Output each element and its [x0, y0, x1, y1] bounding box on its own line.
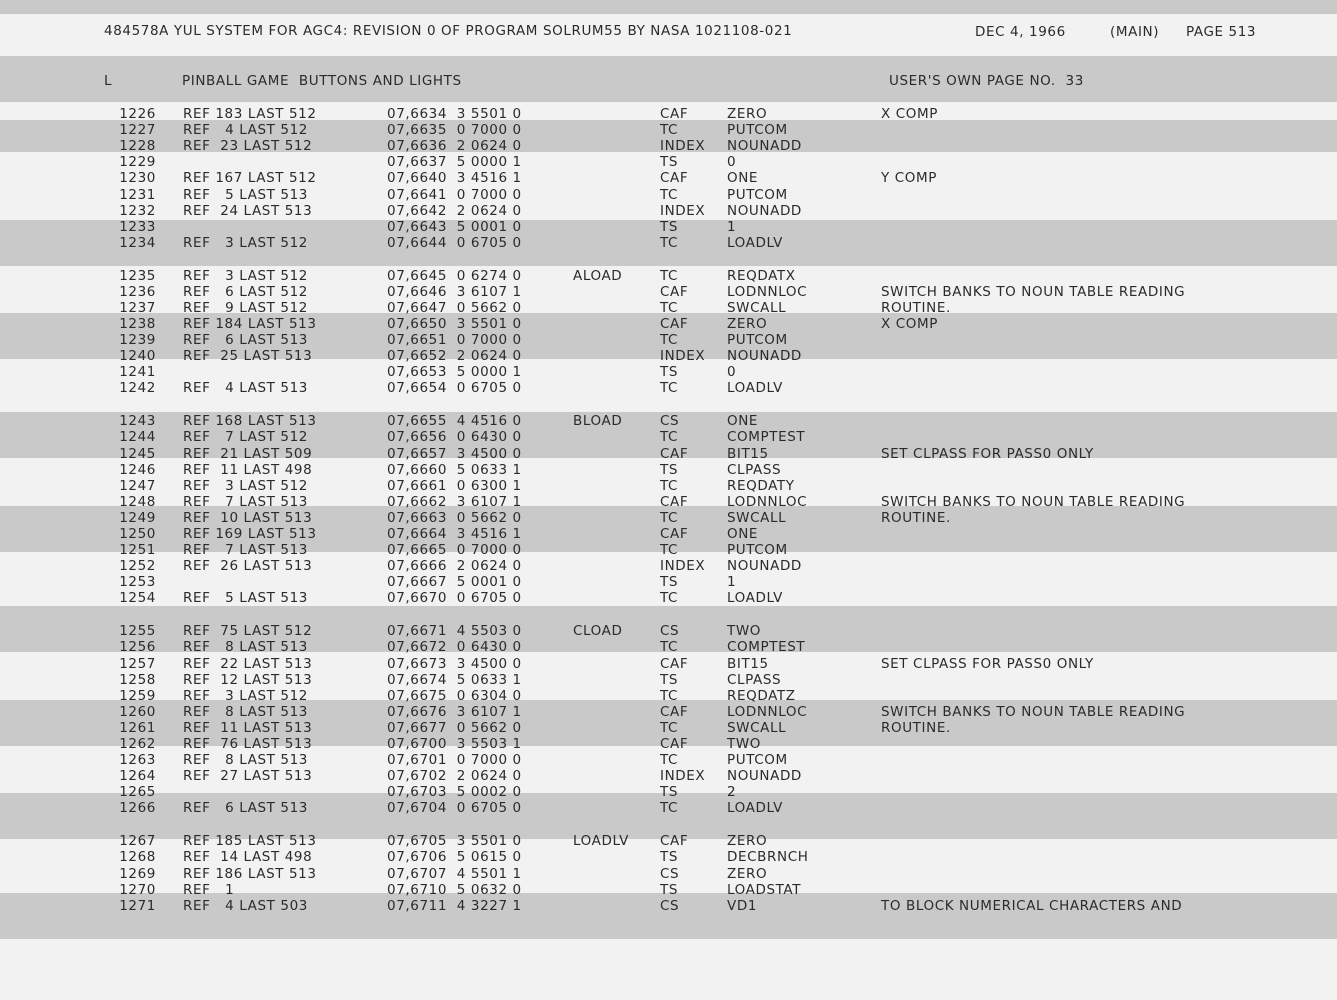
line-number: 1242 [119, 380, 156, 397]
opcode: INDEX [660, 138, 706, 155]
opcode: INDEX [660, 558, 706, 575]
opcode: TC [660, 477, 679, 494]
line-number: 1269 [119, 865, 156, 882]
operand: ONE [727, 526, 759, 542]
address-code: 07,6707 4 5501 1 [387, 865, 522, 882]
opcode: CAF [660, 526, 689, 542]
operand: LODNNLOC [727, 283, 808, 300]
cross-reference: REF 4 LAST 512 [183, 122, 308, 139]
address-code: 07,6676 3 6107 1 [387, 703, 522, 720]
opcode: INDEX [660, 348, 706, 365]
listing-row [0, 122, 1337, 138]
line-number: 1259 [119, 687, 156, 704]
address-code: 07,6645 0 6274 0 [387, 267, 522, 284]
cross-reference: REF 3 LAST 512 [183, 687, 308, 704]
listing-title: 484578A YUL SYSTEM FOR AGC4: REVISION 0 OF PROGRAM SOLRUM55 BY NASA 1021108-021 [104, 23, 793, 39]
operand: PUTCOM [727, 186, 788, 203]
address-code: 07,6655 4 4516 0 [387, 413, 522, 430]
listing-row [0, 170, 1337, 186]
operand: TWO [727, 736, 762, 752]
operand: LODNNLOC [727, 493, 808, 510]
listing-row [0, 542, 1337, 558]
line-number: 1233 [119, 218, 156, 235]
users-own-page: USER'S OWN PAGE NO. 33 [889, 73, 1084, 89]
cross-reference: REF 167 LAST 512 [183, 170, 317, 187]
operand: PUTCOM [727, 122, 788, 139]
opcode: CAF [660, 736, 689, 752]
address-code: 07,6640 3 4516 1 [387, 170, 522, 187]
listing-row [0, 558, 1337, 574]
operand: ZERO [727, 106, 768, 122]
cross-reference: REF 185 LAST 513 [183, 833, 317, 850]
cross-reference: REF 21 LAST 509 [183, 445, 313, 462]
line-number: 1252 [119, 558, 156, 575]
operand: 0 [727, 154, 737, 171]
operand: ZERO [727, 316, 768, 332]
operand: ONE [727, 413, 759, 430]
line-number: 1246 [119, 461, 156, 478]
listing-date: DEC 4, 1966 [975, 24, 1066, 40]
line-number: 1231 [119, 186, 156, 203]
opcode: CAF [660, 316, 689, 332]
operand: VD1 [727, 897, 758, 914]
address-code: 07,6664 3 4516 1 [387, 526, 522, 542]
operand: PUTCOM [727, 542, 788, 559]
line-number: 1267 [119, 833, 156, 850]
cross-reference: REF 4 LAST 503 [183, 897, 308, 914]
operand: SWCALL [727, 299, 787, 316]
opcode: TS [660, 364, 679, 381]
line-number: 1271 [119, 897, 156, 914]
listing-row [0, 462, 1337, 478]
listing-row [0, 446, 1337, 462]
log-section-title: PINBALL GAME BUTTONS AND LIGHTS [182, 73, 462, 89]
operand: NOUNADD [727, 558, 802, 575]
cross-reference: REF 14 LAST 498 [183, 849, 313, 866]
opcode: TC [660, 234, 679, 251]
cross-reference: REF 7 LAST 513 [183, 493, 308, 510]
line-number: 1253 [119, 574, 156, 591]
cross-reference: REF 11 LAST 498 [183, 461, 313, 478]
operand: COMPTEST [727, 429, 806, 446]
operand: SWCALL [727, 509, 787, 526]
listing-row [0, 364, 1337, 380]
operand: LOADLV [727, 380, 783, 397]
line-number: 1268 [119, 849, 156, 866]
listing-row [0, 800, 1337, 816]
cross-reference: REF 5 LAST 513 [183, 590, 308, 607]
listing-row [0, 639, 1337, 655]
listing-row [0, 672, 1337, 688]
address-code: 07,6637 5 0000 1 [387, 154, 522, 171]
line-number: 1255 [119, 623, 156, 640]
cross-reference: REF 3 LAST 512 [183, 234, 308, 251]
listing-row [0, 882, 1337, 898]
address-code: 07,6646 3 6107 1 [387, 283, 522, 300]
opcode: TS [660, 218, 679, 235]
listing-row [0, 284, 1337, 300]
line-number: 1247 [119, 477, 156, 494]
operand: TWO [727, 623, 762, 640]
opcode: TS [660, 881, 679, 898]
address-code: 07,6710 5 0632 0 [387, 881, 522, 898]
comment: SET CLPASS FOR PASS0 ONLY [881, 655, 1094, 672]
address-code: 07,6665 0 7000 0 [387, 542, 522, 559]
line-number: 1263 [119, 752, 156, 769]
operand: 2 [727, 784, 737, 801]
cross-reference: REF 6 LAST 513 [183, 332, 308, 349]
cross-reference: REF 6 LAST 513 [183, 800, 308, 817]
opcode: TC [660, 687, 679, 704]
address-code: 07,6674 5 0633 1 [387, 671, 522, 688]
listing-row [0, 590, 1337, 606]
comment: ROUTINE. [881, 299, 951, 316]
comment: ROUTINE. [881, 509, 951, 526]
address-code: 07,6703 5 0002 0 [387, 784, 522, 801]
line-number: 1249 [119, 509, 156, 526]
cross-reference: REF 184 LAST 513 [183, 316, 317, 332]
listing-row [0, 623, 1337, 639]
address-code: 07,6663 0 5662 0 [387, 509, 522, 526]
address-code: 07,6647 0 5662 0 [387, 299, 522, 316]
address-code: 07,6672 0 6430 0 [387, 639, 522, 656]
comment: X COMP [881, 316, 938, 332]
line-number: 1239 [119, 332, 156, 349]
line-number: 1251 [119, 542, 156, 559]
operand: SWCALL [727, 719, 787, 736]
opcode: TC [660, 509, 679, 526]
listing-row [0, 203, 1337, 219]
cross-reference: REF 7 LAST 512 [183, 429, 308, 446]
line-number: 1238 [119, 316, 156, 332]
opcode: TS [660, 461, 679, 478]
symbol-label: CLOAD [573, 623, 623, 640]
line-number: 1228 [119, 138, 156, 155]
cross-reference: REF 3 LAST 512 [183, 477, 308, 494]
opcode: TC [660, 542, 679, 559]
listing-row [0, 380, 1337, 396]
cross-reference: REF 8 LAST 513 [183, 752, 308, 769]
operand: REQDATX [727, 267, 796, 284]
line-number: 1243 [119, 413, 156, 430]
line-number: 1266 [119, 800, 156, 817]
listing-row [0, 736, 1337, 752]
listing-row [0, 898, 1337, 914]
listing-row [0, 704, 1337, 720]
opcode: TC [660, 299, 679, 316]
address-code: 07,6673 3 4500 0 [387, 655, 522, 672]
opcode: INDEX [660, 202, 706, 219]
opcode: TS [660, 574, 679, 591]
opcode: CAF [660, 703, 689, 720]
cross-reference: REF 25 LAST 513 [183, 348, 313, 365]
listing-row [0, 106, 1337, 122]
address-code: 07,6701 0 7000 0 [387, 752, 522, 769]
listing-row [0, 332, 1337, 348]
operand: LODNNLOC [727, 703, 808, 720]
operand: ONE [727, 170, 759, 187]
line-number: 1227 [119, 122, 156, 139]
listing-row [0, 768, 1337, 784]
listing-row [0, 574, 1337, 590]
opcode: CAF [660, 170, 689, 187]
listing-row [0, 413, 1337, 429]
cross-reference: REF 5 LAST 513 [183, 186, 308, 203]
line-number: 1235 [119, 267, 156, 284]
cross-reference: REF 183 LAST 512 [183, 106, 317, 122]
address-code: 07,6711 4 3227 1 [387, 897, 522, 914]
cross-reference: REF 4 LAST 513 [183, 380, 308, 397]
address-code: 07,6671 4 5503 0 [387, 623, 522, 640]
opcode: TC [660, 267, 679, 284]
cross-reference: REF 8 LAST 513 [183, 639, 308, 656]
address-code: 07,6704 0 6705 0 [387, 800, 522, 817]
line-number: 1260 [119, 703, 156, 720]
opcode: TC [660, 719, 679, 736]
line-number: 1237 [119, 299, 156, 316]
listing-row [0, 154, 1337, 170]
listing-row [0, 688, 1337, 704]
listing-row [0, 866, 1337, 882]
comment: X COMP [881, 106, 938, 122]
listing-row [0, 720, 1337, 736]
opcode: TC [660, 639, 679, 656]
address-code: 07,6662 3 6107 1 [387, 493, 522, 510]
listing-row [0, 187, 1337, 203]
opcode: CAF [660, 445, 689, 462]
address-code: 07,6634 3 5501 0 [387, 106, 522, 122]
address-code: 07,6677 0 5662 0 [387, 719, 522, 736]
symbol-label: LOADLV [573, 833, 629, 850]
operand: BIT15 [727, 445, 769, 462]
operand: ZERO [727, 865, 768, 882]
address-code: 07,6667 5 0001 0 [387, 574, 522, 591]
operand: PUTCOM [727, 752, 788, 769]
line-number: 1226 [119, 106, 156, 122]
line-number: 1236 [119, 283, 156, 300]
listing-row [0, 219, 1337, 235]
address-code: 07,6652 2 0624 0 [387, 348, 522, 365]
comment: SWITCH BANKS TO NOUN TABLE READING [881, 493, 1186, 510]
address-code: 07,6651 0 7000 0 [387, 332, 522, 349]
operand: PUTCOM [727, 332, 788, 349]
comment: TO BLOCK NUMERICAL CHARACTERS AND [881, 897, 1183, 914]
opcode: TC [660, 122, 679, 139]
cross-reference: REF 24 LAST 513 [183, 202, 313, 219]
address-code: 07,6650 3 5501 0 [387, 316, 522, 332]
operand: LOADLV [727, 800, 783, 817]
comment: SET CLPASS FOR PASS0 ONLY [881, 445, 1094, 462]
operand: LOADSTAT [727, 881, 802, 898]
address-code: 07,6644 0 6705 0 [387, 234, 522, 251]
address-code: 07,6675 0 6304 0 [387, 687, 522, 704]
address-code: 07,6643 5 0001 0 [387, 218, 522, 235]
address-code: 07,6641 0 7000 0 [387, 186, 522, 203]
opcode: TS [660, 154, 679, 171]
cross-reference: REF 22 LAST 513 [183, 655, 313, 672]
opcode: CS [660, 897, 680, 914]
address-code: 07,6670 0 6705 0 [387, 590, 522, 607]
address-code: 07,6653 5 0000 1 [387, 364, 522, 381]
address-code: 07,6700 3 5503 1 [387, 736, 522, 752]
cross-reference: REF 1 [183, 881, 235, 898]
opcode: TS [660, 849, 679, 866]
opcode: CS [660, 865, 680, 882]
operand: NOUNADD [727, 348, 802, 365]
opcode: CAF [660, 833, 689, 850]
opcode: TC [660, 590, 679, 607]
line-number: 1258 [119, 671, 156, 688]
operand: ZERO [727, 833, 768, 850]
line-number: 1248 [119, 493, 156, 510]
operand: REQDATY [727, 477, 795, 494]
line-number: 1261 [119, 719, 156, 736]
listing-row [0, 526, 1337, 542]
line-number: 1240 [119, 348, 156, 365]
line-number: 1264 [119, 768, 156, 785]
line-number: 1257 [119, 655, 156, 672]
line-number: 1245 [119, 445, 156, 462]
opcode: TS [660, 784, 679, 801]
listing-row [0, 478, 1337, 494]
cross-reference: REF 23 LAST 512 [183, 138, 313, 155]
listing-row [0, 833, 1337, 849]
listing-row [0, 510, 1337, 526]
operand: BIT15 [727, 655, 769, 672]
opcode: CS [660, 623, 680, 640]
line-number: 1229 [119, 154, 156, 171]
operand: LOADLV [727, 234, 783, 251]
opcode: TC [660, 332, 679, 349]
operand: NOUNADD [727, 138, 802, 155]
cross-reference: REF 186 LAST 513 [183, 865, 317, 882]
opcode: TC [660, 429, 679, 446]
line-number: 1234 [119, 234, 156, 251]
cross-reference: REF 12 LAST 513 [183, 671, 313, 688]
listing-row [0, 849, 1337, 865]
comment: SWITCH BANKS TO NOUN TABLE READING [881, 283, 1186, 300]
opcode: CAF [660, 106, 689, 122]
address-code: 07,6702 2 0624 0 [387, 768, 522, 785]
comment: SWITCH BANKS TO NOUN TABLE READING [881, 703, 1186, 720]
line-number: 1270 [119, 881, 156, 898]
operand: 1 [727, 574, 737, 591]
operand: REQDATZ [727, 687, 796, 704]
listing-row [0, 316, 1337, 332]
listing-row [0, 656, 1337, 672]
address-code: 07,6635 0 7000 0 [387, 122, 522, 139]
line-number: 1254 [119, 590, 156, 607]
address-code: 07,6642 2 0624 0 [387, 202, 522, 219]
opcode: INDEX [660, 768, 706, 785]
address-code: 07,6660 5 0633 1 [387, 461, 522, 478]
operand: CLPASS [727, 671, 782, 688]
listing-row [0, 348, 1337, 364]
listing-row [0, 784, 1337, 800]
log-marker: L [104, 73, 113, 89]
line-number: 1250 [119, 526, 156, 542]
cross-reference: REF 8 LAST 513 [183, 703, 308, 720]
address-code: 07,6706 5 0615 0 [387, 849, 522, 866]
address-code: 07,6636 2 0624 0 [387, 138, 522, 155]
symbol-label: BLOAD [573, 413, 623, 430]
line-number: 1244 [119, 429, 156, 446]
line-number: 1256 [119, 639, 156, 656]
opcode: TC [660, 186, 679, 203]
operand: NOUNADD [727, 202, 802, 219]
opcode: TC [660, 800, 679, 817]
operand: 0 [727, 364, 737, 381]
cross-reference: REF 6 LAST 512 [183, 283, 308, 300]
operand: CLPASS [727, 461, 782, 478]
address-code: 07,6705 3 5501 0 [387, 833, 522, 850]
address-code: 07,6657 3 4500 0 [387, 445, 522, 462]
page-number: PAGE 513 [1186, 24, 1257, 40]
cross-reference: REF 3 LAST 512 [183, 267, 308, 284]
operand: COMPTEST [727, 639, 806, 656]
opcode: TC [660, 380, 679, 397]
operand: DECBRNCH [727, 849, 809, 866]
cross-reference: REF 10 LAST 513 [183, 509, 313, 526]
address-code: 07,6661 0 6300 1 [387, 477, 522, 494]
line-number: 1230 [119, 170, 156, 187]
address-code: 07,6666 2 0624 0 [387, 558, 522, 575]
line-number: 1262 [119, 736, 156, 752]
cross-reference: REF 11 LAST 513 [183, 719, 313, 736]
symbol-label: ALOAD [573, 267, 623, 284]
line-number: 1241 [119, 364, 156, 381]
address-code: 07,6654 0 6705 0 [387, 380, 522, 397]
operand: LOADLV [727, 590, 783, 607]
opcode: CAF [660, 493, 689, 510]
listing-row [0, 300, 1337, 316]
listing-row [0, 494, 1337, 510]
listing-row [0, 752, 1337, 768]
cross-reference: REF 169 LAST 513 [183, 526, 317, 542]
cross-reference: REF 26 LAST 513 [183, 558, 313, 575]
listing-row [0, 268, 1337, 284]
opcode: CS [660, 413, 680, 430]
opcode: TC [660, 752, 679, 769]
comment: Y COMP [881, 170, 937, 187]
listing-row [0, 429, 1337, 445]
opcode: TS [660, 671, 679, 688]
cross-reference: REF 27 LAST 513 [183, 768, 313, 785]
comment: ROUTINE. [881, 719, 951, 736]
opcode: CAF [660, 655, 689, 672]
listing-row [0, 235, 1337, 251]
address-code: 07,6656 0 6430 0 [387, 429, 522, 446]
cross-reference: REF 76 LAST 513 [183, 736, 313, 752]
cross-reference: REF 9 LAST 512 [183, 299, 308, 316]
operand: 1 [727, 218, 737, 235]
cross-reference: REF 168 LAST 513 [183, 413, 317, 430]
listing-row [0, 138, 1337, 154]
opcode: CAF [660, 283, 689, 300]
line-number: 1265 [119, 784, 156, 801]
line-number: 1232 [119, 202, 156, 219]
cross-reference: REF 75 LAST 512 [183, 623, 313, 640]
listing-section: (MAIN) [1110, 24, 1160, 40]
cross-reference: REF 7 LAST 513 [183, 542, 308, 559]
operand: NOUNADD [727, 768, 802, 785]
